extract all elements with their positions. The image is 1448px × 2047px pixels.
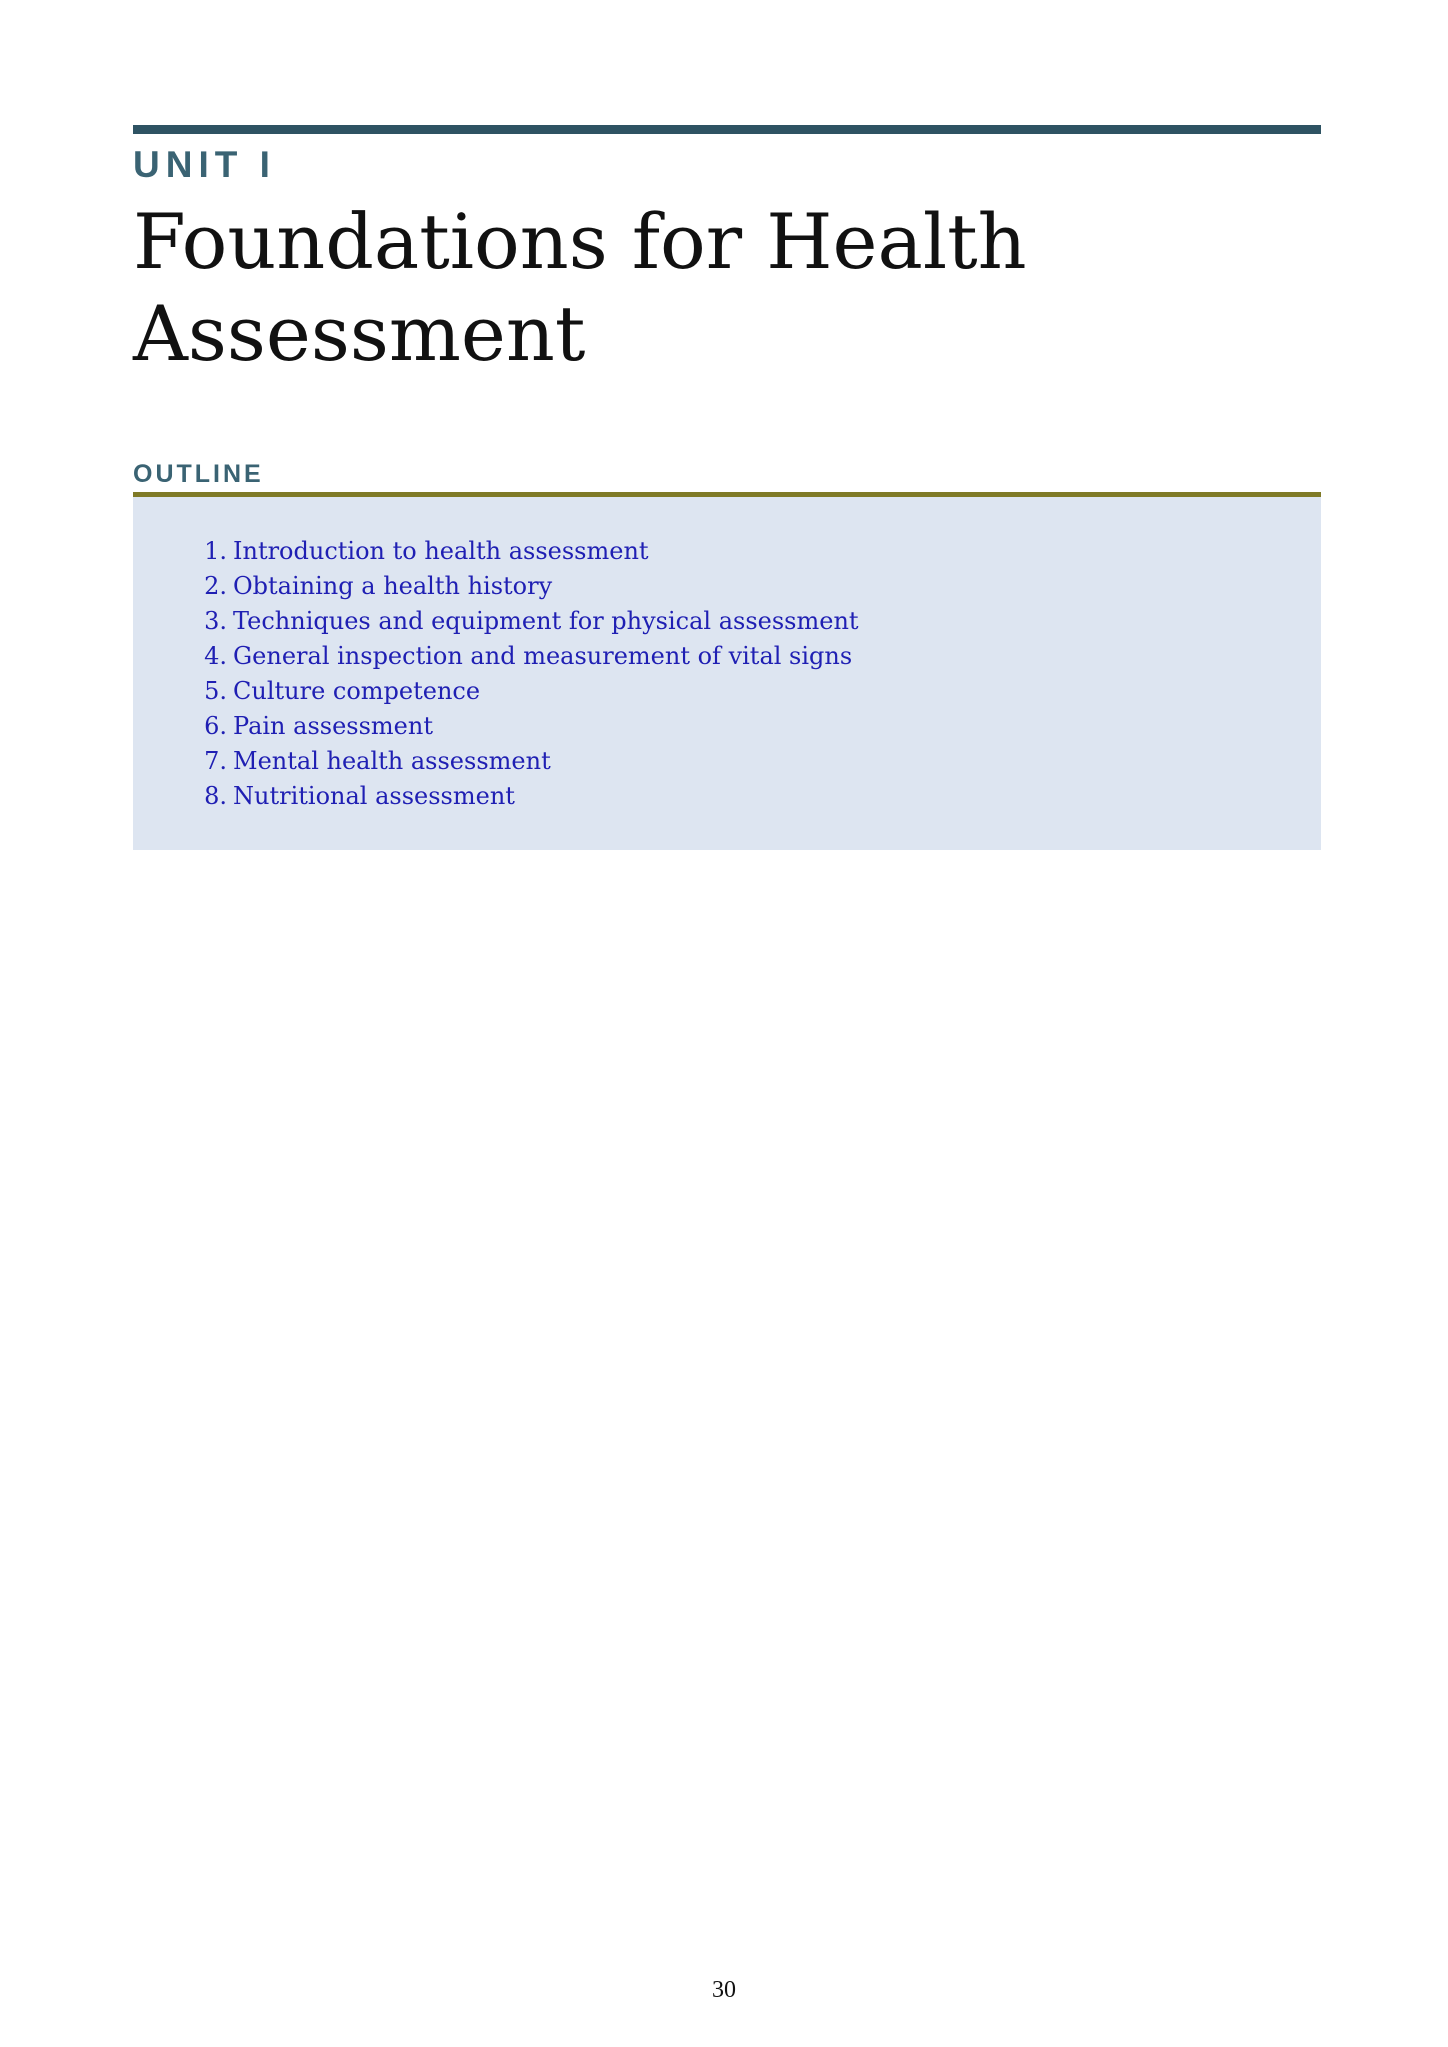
outline-list — [193, 534, 859, 814]
outline-item-text[interactable]: Pain assessment — [233, 712, 433, 740]
outline-item-number: 7. — [204, 747, 227, 775]
outline-item[interactable] — [193, 639, 859, 674]
outline-item-number: 5. — [204, 677, 227, 705]
unit-top-rule — [133, 125, 1321, 134]
outline-item-number: 3. — [204, 607, 227, 635]
outline-item-number: 6. — [204, 712, 227, 740]
outline-item[interactable] — [193, 604, 859, 639]
unit-title: Foundations for Health Assessment — [133, 197, 1027, 378]
outline-item[interactable] — [193, 534, 859, 569]
outline-heading: OUTLINE — [133, 460, 264, 488]
outline-item[interactable] — [193, 744, 859, 779]
outline-item-text[interactable]: Mental health assessment — [233, 747, 551, 775]
outline-item-number: 2. — [204, 572, 227, 600]
unit-label: UNIT I — [133, 144, 276, 185]
outline-item-text[interactable]: General inspection and measurement of vital signs — [233, 642, 853, 670]
outline-item[interactable] — [193, 709, 859, 744]
outline-item-text[interactable]: Obtaining a health history — [233, 572, 553, 600]
outline-item-number: 4. — [204, 642, 227, 670]
outline-box — [133, 497, 1321, 850]
outline-item-text[interactable]: Techniques and equipment for physical assessment — [233, 607, 859, 635]
outline-item[interactable] — [193, 569, 859, 604]
outline-item-number: 8. — [204, 782, 227, 810]
outline-item-text[interactable]: Introduction to health assessment — [233, 537, 649, 565]
outline-item-text[interactable]: Nutritional assessment — [233, 782, 515, 810]
page-number: 30 — [712, 1977, 736, 2003]
outline-item-text[interactable]: Culture competence — [233, 677, 481, 705]
outline-item[interactable] — [193, 674, 859, 709]
outline-item[interactable] — [193, 779, 859, 814]
outline-item-number: 1. — [204, 537, 227, 565]
